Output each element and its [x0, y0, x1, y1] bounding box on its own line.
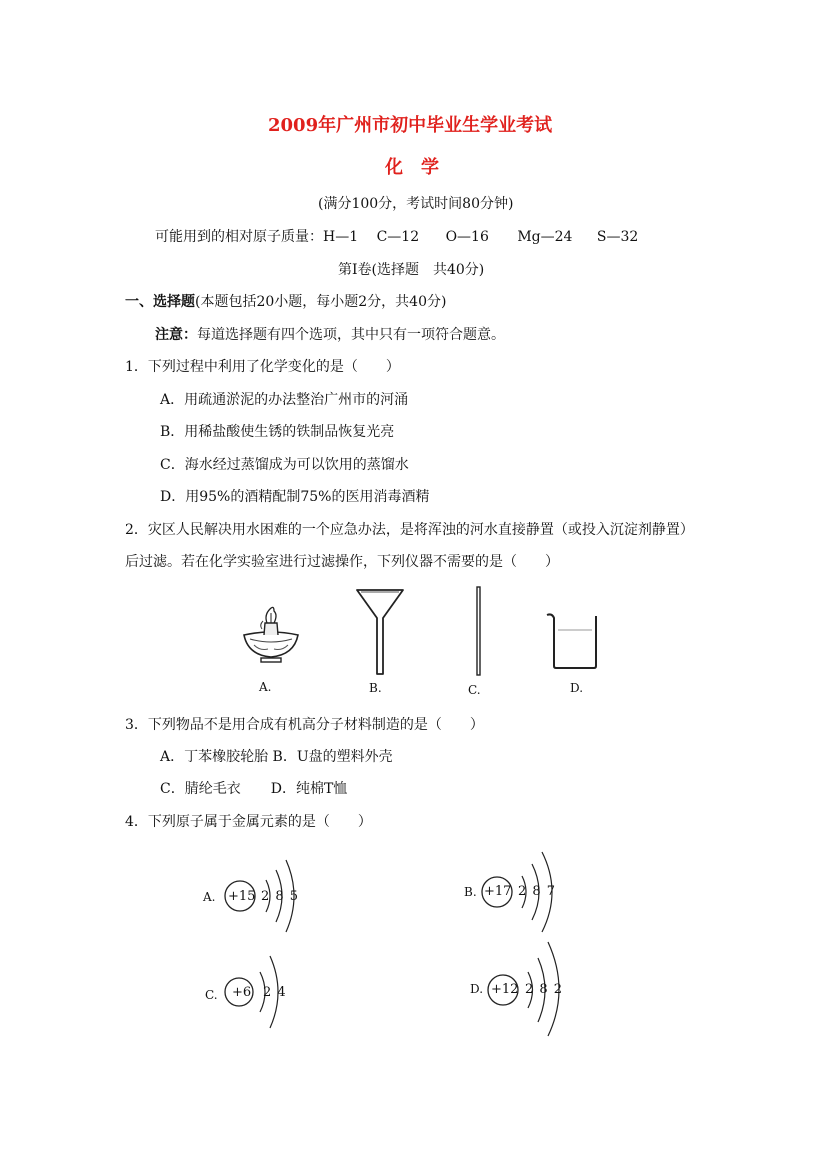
atom-a-label: A. [203, 890, 216, 904]
notice-label: 注意： [155, 327, 197, 343]
q1-option-a: A．用疏通淤泥的办法整治广州市的河涌 [160, 392, 409, 408]
q1-stem: 1．下列过程中利用了化学变化的是（ ） [125, 359, 400, 375]
q3-options-line2 [160, 780, 347, 798]
q3-option-d: D．纯棉T恤 [270, 781, 348, 797]
atom-a-electrons: 2 8 5 [261, 889, 300, 904]
atomic-masses-label: 可能用到的相对原子质量： [155, 229, 323, 245]
q3-stem: 3．下列物品不是用合成有机高分子材料制造的是（ ） [125, 717, 484, 733]
exam-subject: 化 学 [385, 157, 439, 178]
q2-image-label-c: C. [468, 683, 481, 697]
atomic-mass-s: S—32 [596, 229, 639, 245]
glass-rod-image [475, 586, 483, 676]
atom-b-electrons: 2 8 7 [518, 884, 557, 899]
atomic-mass-h: H—1 [323, 229, 359, 245]
exam-title: 2009年广州市初中毕业生学业考试 [268, 115, 553, 136]
section-heading-title: 一、选择题 [125, 294, 195, 310]
atom-d-label: D. [470, 982, 484, 996]
q3-option-c: C．腈纶毛衣 [160, 781, 241, 797]
q4-stem: 4．下列原子属于金属元素的是（ ） [125, 814, 372, 830]
atom-b-nucleus: +17 [484, 884, 512, 899]
atom-c-nucleus: +6 [232, 985, 252, 1000]
q1-option-c: C．海水经过蒸馏成为可以饮用的蒸馏水 [160, 457, 409, 473]
atom-b-label: B. [464, 885, 477, 899]
atom-d-electrons: 2 8 2 [525, 982, 564, 997]
notice-line [155, 326, 505, 344]
notice-text: 每道选择题有四个选项，其中只有一项符合题意。 [197, 327, 505, 343]
alcohol-lamp-image [240, 605, 302, 667]
q2-stem-line2: 后过滤。若在化学实验室进行过滤操作，下列仪器不需要的是（ ） [125, 554, 559, 570]
atom-d-nucleus: +12 [491, 982, 519, 997]
atomic-mass-o: O—16 [445, 229, 489, 245]
atomic-mass-mg: Mg—24 [517, 229, 573, 245]
q3-options-line1: A．丁苯橡胶轮胎 B．U盘的塑料外壳 [160, 749, 393, 765]
q1-option-b: B．用稀盐酸使生锈的铁制品恢复光亮 [160, 424, 395, 440]
atomic-mass-c: C—12 [376, 229, 420, 245]
atomic-masses-line [155, 228, 638, 246]
score-time: (满分100分，考试时间80分钟) [318, 196, 514, 212]
volume-header: 第Ⅰ卷(选择题 共40分) [338, 262, 485, 278]
q2-image-label-a: A. [259, 680, 272, 694]
funnel-image [355, 588, 405, 676]
atom-c-label: C. [205, 988, 218, 1002]
q1-option-d: D．用95%的酒精配制75%的医用消毒酒精 [160, 489, 430, 505]
q2-image-label-d: D. [570, 681, 584, 695]
section-heading [125, 293, 446, 311]
atom-a-nucleus: +15 [228, 889, 256, 904]
atom-c-electrons: 2 4 [263, 985, 287, 1000]
section-heading-note: (本题包括20小题，每小题2分，共40分) [195, 294, 447, 310]
beaker-image [546, 612, 600, 670]
q2-image-label-b: B. [369, 681, 382, 695]
q2-stem-line1: 2．灾区人民解决用水困难的一个应急办法，是将浑浊的河水直接静置（或投入沉淀剂静置） [125, 522, 694, 538]
